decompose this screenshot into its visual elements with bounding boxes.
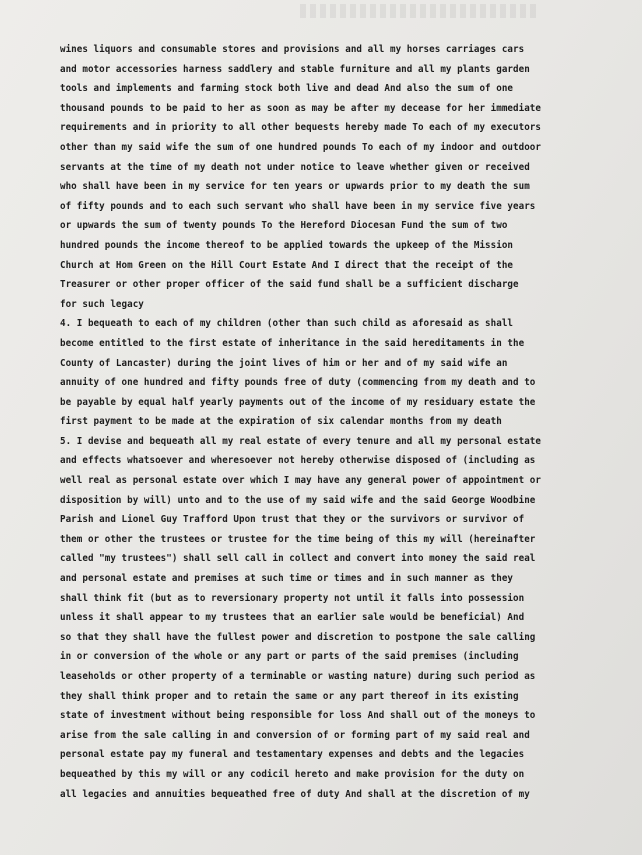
- text-line: be payable by equal half yearly payments out of the income of my residuary estate the: [60, 396, 536, 408]
- text-line: them or other the trustees or trustee for the time being of this my will (hereinafter: [60, 533, 536, 545]
- text-line: unless it shall appear to my trustees that an earlier sale would be beneficial) And: [60, 612, 525, 624]
- text-line: for such legacy: [60, 298, 144, 310]
- typed-text-body: [60, 40, 620, 804]
- text-line: called "my trustees") shall sell call in collect and convert into money the said real: [60, 553, 536, 565]
- text-line: bequeathed by this my will or any codicil hereto and make provision for the duty on: [60, 768, 525, 780]
- text-line: disposition by will) unto and to the use of my said wife and the said George Woodbine: [60, 494, 536, 506]
- clause-5-line: 5. I devise and bequeath all my real estate of every tenure and all my personal estate: [60, 435, 541, 447]
- text-line: or upwards the sum of twenty pounds To the Hereford Diocesan Fund the sum of two: [60, 220, 508, 232]
- text-line: County of Lancaster) during the joint lives of him or her and of my said wife an: [60, 357, 508, 369]
- text-line: Treasurer or other proper officer of the said fund shall be a sufficient discharge: [60, 279, 519, 291]
- text-line: all legacies and annuities bequeathed free of duty And shall at the discretion of my: [60, 788, 530, 800]
- text-line: Parish and Lionel Guy Trafford Upon trust that they or the survivors or survivor of: [60, 514, 525, 526]
- text-line: and personal estate and premises at such time or times and in such manner as they: [60, 573, 514, 585]
- text-line: well real as personal estate over which I may have any general power of appointment or: [60, 475, 541, 487]
- text-line: hundred pounds the income thereof to be applied towards the upkeep of the Mission: [60, 239, 514, 251]
- text-line: and effects whatsoever and wheresoever not hereby otherwise disposed of (including as: [60, 455, 536, 467]
- text-line: in or conversion of the whole or any part or parts of the said premises (including: [60, 651, 519, 663]
- bleed-through-text: [300, 4, 540, 18]
- text-line: tools and implements and farming stock both live and dead And also the sum of one: [60, 83, 514, 95]
- text-line: arise from the sale calling in and conversion of or forming part of my said real and: [60, 729, 530, 741]
- text-line: leaseholds or other property of a terminable or wasting nature) during such period as: [60, 671, 536, 682]
- text-line: personal estate pay my funeral and testamentary expenses and debts and the legacies: [60, 749, 525, 761]
- text-line: of fifty pounds and to each such servant who shall have been in my service five years: [60, 200, 536, 212]
- text-line: annuity of one hundred and fifty pounds free of duty (commencing from my death and to: [60, 377, 536, 389]
- text-line: who shall have been in my service for ten years or upwards prior to my death the sum: [60, 181, 530, 193]
- text-line: become entitled to the first estate of inheritance in the said hereditaments in the: [60, 337, 525, 349]
- text-line: other than my said wife the sum of one hundred pounds To each of my indoor and outdoor: [60, 141, 541, 153]
- text-line: state of investment without being responsible for loss And shall out of the moneys to: [60, 710, 536, 722]
- text-line: Church at Hom Green on the Hill Court Estate And I direct that the receipt of the: [60, 259, 514, 271]
- text-line: thousand pounds to be paid to her as soon as may be after my decease for her immediate: [60, 102, 541, 114]
- text-line: so that they shall have the fullest power and discretion to postpone the sale calling: [60, 631, 536, 643]
- clause-4-line: 4. I bequeath to each of my children (other than such child as aforesaid as shall: [60, 318, 514, 330]
- text-line: first payment to be made at the expiration of six calendar months from my death: [60, 416, 502, 428]
- text-line: shall think fit (but as to reversionary property not until it falls into possession: [60, 592, 525, 604]
- text-line: and motor accessories harness saddlery and stable furniture and all my plants garden: [60, 63, 530, 75]
- text-line: servants at the time of my death not under notice to leave whether given or received: [60, 161, 530, 173]
- text-line: wines liquors and consumable stores and provisions and all my horses carriages cars: [60, 44, 525, 55]
- text-line: they shall think proper and to retain the same or any part thereof in its existing: [60, 690, 519, 702]
- text-line: requirements and in priority to all other bequests hereby made To each of my executors: [60, 122, 541, 134]
